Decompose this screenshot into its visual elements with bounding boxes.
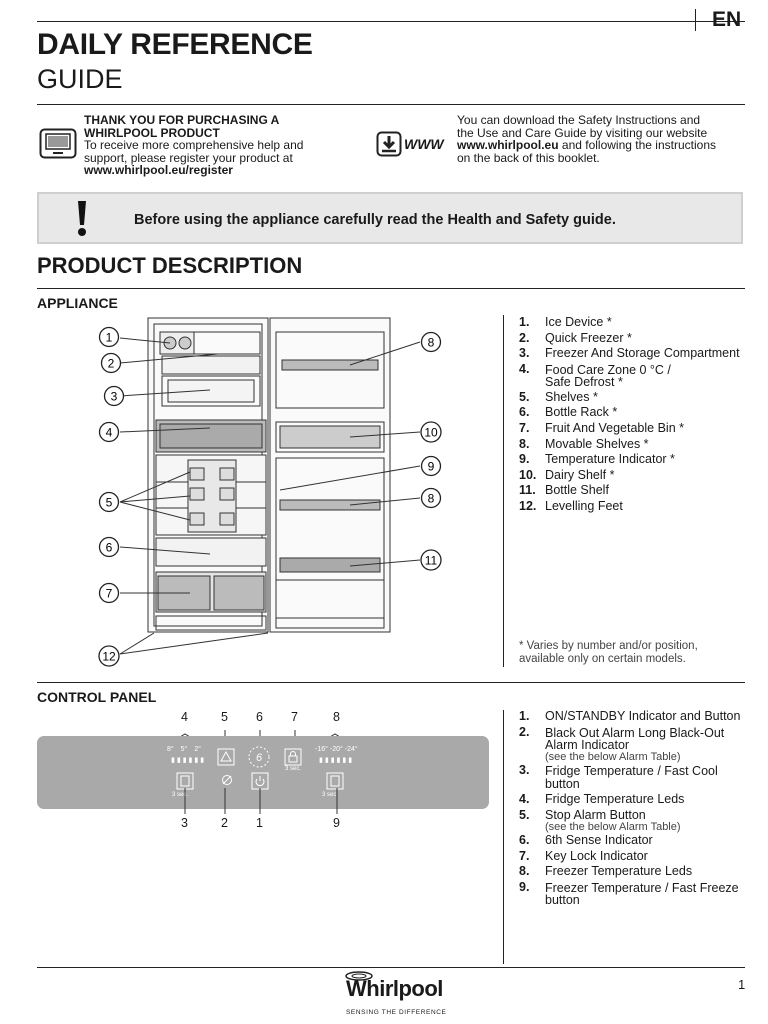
control-column-divider xyxy=(503,710,504,964)
page-subtitle: GUIDE xyxy=(37,64,123,94)
callout-4 xyxy=(98,421,120,443)
download-www-icon xyxy=(376,131,444,157)
svg-text:5: 5 xyxy=(105,495,113,510)
list-item: 10. Dairy Shelf * xyxy=(519,467,615,482)
svg-text:2: 2 xyxy=(107,356,115,371)
control-panel-list xyxy=(519,709,740,907)
list-item: 7. Fruit And Vegetable Bin * xyxy=(519,420,684,435)
list-item: 6. Bottle Rack * xyxy=(519,405,618,420)
callout-9 xyxy=(420,455,442,477)
list-item: 12. Levelling Feet xyxy=(519,498,623,513)
list-item: 5. Stop Alarm Button (see the below Alarm Table) xyxy=(519,807,681,833)
intro-text-1: To receive more comprehensive help and xyxy=(84,138,304,152)
panel-label-1: 1 xyxy=(256,816,263,830)
control-panel-rule xyxy=(37,682,745,683)
list-item: 9. Temperature Indicator * xyxy=(519,452,675,467)
panel-label-4: 4 xyxy=(181,710,188,724)
top-rule xyxy=(37,21,745,22)
panel-label-9: 9 xyxy=(333,816,340,830)
intro-right-text-2: the Use and Care Guide by visiting our website xyxy=(457,125,708,140)
freezer-temp-labels: -16° -20° -24° xyxy=(315,746,358,753)
panel-label-5: 5 xyxy=(221,710,228,724)
intro-text-2: support, please register your product at xyxy=(84,150,293,165)
callout-2 xyxy=(100,352,122,374)
list-item: 9. Freezer Temperature / Fast Freeze button xyxy=(519,879,739,908)
appliance-parts-list xyxy=(519,315,740,515)
svg-text:6: 6 xyxy=(105,540,113,555)
brand-logo: Whirlpool xyxy=(346,976,443,1001)
list-item: 3. Freezer And Storage Compartment xyxy=(519,346,740,361)
www-label: WWW xyxy=(404,136,444,152)
list-item: 3. Fridge Temperature / Fast Cool button xyxy=(519,763,718,791)
callout-6 xyxy=(98,536,120,558)
appliance-heading: APPLIANCE xyxy=(37,295,118,311)
footer-rule xyxy=(37,967,745,968)
control-panel-heading: CONTROL PANEL xyxy=(37,689,157,705)
panel-label-3: 3 xyxy=(181,816,188,830)
panel-label-2: 2 xyxy=(221,816,228,830)
fast-freeze-sec-label: 3 sec. xyxy=(322,792,339,798)
freezer-temp-leds: ▮▮▮▮▮▮ xyxy=(319,757,355,764)
callout-8-top xyxy=(420,331,442,353)
key-lock-icon xyxy=(284,748,302,766)
list-item: 6. 6th Sense Indicator xyxy=(519,833,653,848)
svg-text:9: 9 xyxy=(427,459,435,474)
safety-warning-box xyxy=(37,192,743,244)
sixth-sense-icon xyxy=(247,745,271,769)
stop-alarm-button[interactable] xyxy=(217,748,235,766)
brand-tagline: SENSING THE DIFFERENCE xyxy=(346,1009,447,1016)
svg-text:3: 3 xyxy=(110,389,118,404)
list-item: 8. Freezer Temperature Leds xyxy=(519,864,693,879)
fridge-temp-leds: ▮▮▮▮▮▮ xyxy=(171,757,207,764)
intro-right-text-3: and following the instructions xyxy=(558,138,716,152)
intro-heading-2: WHIRLPOOL PRODUCT xyxy=(84,125,220,140)
callout-5 xyxy=(98,491,120,513)
svg-text:7: 7 xyxy=(105,586,113,601)
svg-text:8: 8 xyxy=(427,335,435,350)
callout-7 xyxy=(98,582,120,604)
svg-text:4: 4 xyxy=(105,425,113,440)
footnote-line-1: * Varies by number and/or position, xyxy=(519,640,698,652)
section-rule xyxy=(37,288,745,289)
footnote-line-2: available only on certain models. xyxy=(519,653,686,665)
callout-3 xyxy=(103,385,125,407)
page-number: 1 xyxy=(738,977,746,992)
callout-10 xyxy=(418,421,444,443)
panel-bottom-lines xyxy=(160,788,380,818)
callout-12 xyxy=(96,645,122,667)
svg-text:12: 12 xyxy=(102,649,116,664)
computer-monitor-icon xyxy=(39,128,77,160)
svg-text:8: 8 xyxy=(427,491,435,506)
svg-text:11: 11 xyxy=(424,553,438,568)
list-item: 1. Ice Device * xyxy=(519,315,612,329)
callout-11 xyxy=(418,549,444,571)
intro-heading-1: THANK YOU FOR PURCHASING A xyxy=(84,113,280,127)
svg-text:6: 6 xyxy=(255,752,263,764)
footnote xyxy=(519,640,739,666)
header-rule xyxy=(37,104,745,105)
intro-right-text-1: You can download the Safety Instructions and xyxy=(457,113,701,127)
list-item: 7. Key Lock Indicator xyxy=(519,848,648,863)
column-divider xyxy=(503,315,504,667)
safety-warning-text: Before using the appliance carefully read the Health and Safety guide. xyxy=(134,212,616,228)
register-link[interactable]: www.whirlpool.eu/register xyxy=(84,163,233,177)
website-link[interactable]: www.whirlpool.eu xyxy=(457,138,559,152)
intro-left xyxy=(84,114,303,177)
panel-label-8: 8 xyxy=(333,710,340,724)
callout-1 xyxy=(98,326,120,348)
svg-text:10: 10 xyxy=(424,425,438,440)
intro-right xyxy=(457,114,716,164)
list-item: 8. Movable Shelves * xyxy=(519,436,649,451)
lang-divider xyxy=(695,9,696,31)
language-code: EN xyxy=(712,8,742,31)
list-item: 11. Bottle Shelf xyxy=(519,483,609,498)
fridge-diagram xyxy=(90,310,450,670)
list-item: 4. Food Care Zone 0 °C / Safe Defrost * xyxy=(519,361,671,389)
section-title-product-description: PRODUCT DESCRIPTION xyxy=(37,253,303,278)
callout-8-bottom xyxy=(420,487,442,509)
list-item: 2. Black Out Alarm Long Black-Out Alarm Indicator (see the below Alarm Table) xyxy=(519,724,725,763)
panel-label-7: 7 xyxy=(291,710,298,724)
svg-text:1: 1 xyxy=(105,330,113,345)
fast-cool-sec-label: 3 sec. xyxy=(172,792,189,798)
key-lock-sec-label: 3 sec. xyxy=(285,766,302,772)
intro-right-text-4: on the back of this booklet. xyxy=(457,150,600,165)
list-item: 2. Quick Freezer * xyxy=(519,330,632,345)
blackout-alarm-icon xyxy=(221,774,233,786)
panel-label-6: 6 xyxy=(256,710,263,724)
list-item: 5. Shelves * xyxy=(519,389,598,404)
exclamation-icon xyxy=(75,200,89,238)
fridge-temp-labels: 8° 5° 2° xyxy=(167,746,202,753)
list-item: 4. Fridge Temperature Leds xyxy=(519,792,685,807)
list-item: 1. ON/STANDBY Indicator and Button xyxy=(519,709,741,723)
page-title: DAILY REFERENCE xyxy=(37,28,313,61)
